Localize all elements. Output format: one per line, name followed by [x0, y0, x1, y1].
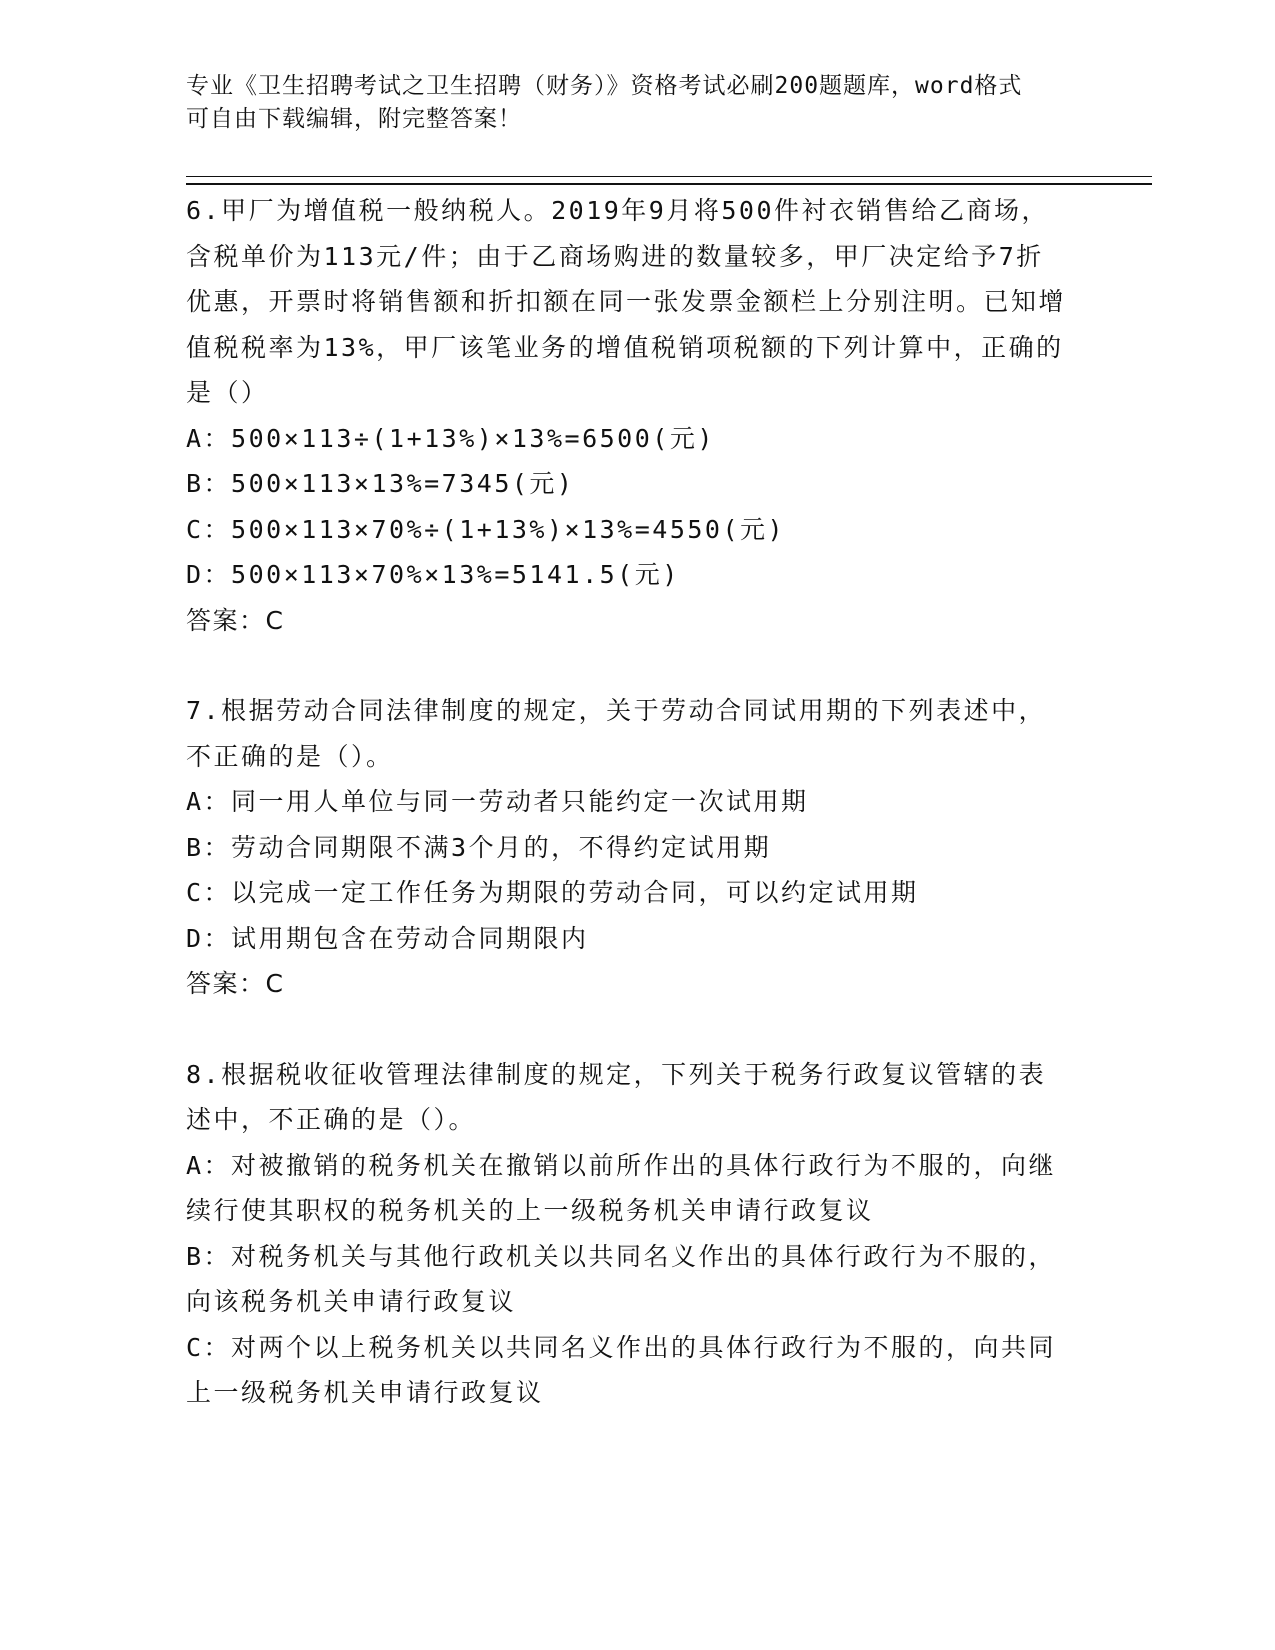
option-b: B：500×113×13%=7345(元)	[186, 469, 575, 498]
page-header	[186, 70, 1066, 136]
answer-line: 答案：C	[186, 969, 285, 998]
option-b: B：对税务机关与其他行政机关以共同名义作出的具体行政行为不服的，向该税务机关申请行政复议	[186, 1241, 1057, 1316]
option-a: A：对被撤销的税务机关在撤销以前所作出的具体行政行为不服的，向继续行使其职权的税务机关的上一级税务机关申请行政复议	[186, 1150, 1057, 1225]
question-7	[186, 688, 1066, 1007]
option-c: C：以完成一定工作任务为期限的劳动合同，可以约定试用期	[186, 878, 919, 907]
question-stem: 8.根据税收征收管理法律制度的规定，下列关于税务行政复议管辖的表述中，不正确的是（）。	[186, 1059, 1047, 1134]
answer-line: 答案：C	[186, 605, 285, 635]
question-6	[186, 188, 1066, 643]
header-divider-thick	[186, 183, 1152, 185]
option-c: C：500×113×70%÷(1+13%)×13%=4550(元)	[186, 514, 786, 544]
option-b: B：劳动合同期限不满3个月的，不得约定试用期	[186, 832, 772, 862]
question-list	[186, 188, 1066, 1416]
question-8	[186, 1052, 1066, 1416]
option-a: A：同一用人单位与同一劳动者只能约定一次试用期	[186, 787, 809, 816]
question-stem: 6.甲厂为增值税一般纳税人。2019年9月将500件衬衣销售给乙商场，含税单价为113元/件；由于乙商场购进的数量较多，甲厂决定给予7折优惠，开票时将销售额和折扣额在同一张发票金额栏上分别注明。已知增值税税率为13%，甲厂该笔业务的增值税销项税额的下列计算中，正确的是（）	[186, 196, 1067, 407]
option-a: A：500×113÷(1+13%)×13%=6500(元)	[186, 423, 715, 453]
option-d: D：试用期包含在劳动合同期限内	[186, 923, 589, 953]
option-d: D：500×113×70%×13%=5141.5(元)	[186, 560, 680, 589]
header-title-line-1: 专业《卫生招聘考试之卫生招聘（财务）》资格考试必刷200题题库，word格式	[186, 73, 1023, 99]
header-divider-thin	[186, 176, 1152, 177]
option-c: C：对两个以上税务机关以共同名义作出的具体行政行为不服的，向共同上一级税务机关申请行政复议	[186, 1332, 1057, 1407]
question-stem: 7.根据劳动合同法律制度的规定，关于劳动合同试用期的下列表述中，不正确的是（）。	[186, 696, 1047, 771]
header-title-line-2: 可自由下载编辑，附完整答案！	[186, 106, 522, 132]
